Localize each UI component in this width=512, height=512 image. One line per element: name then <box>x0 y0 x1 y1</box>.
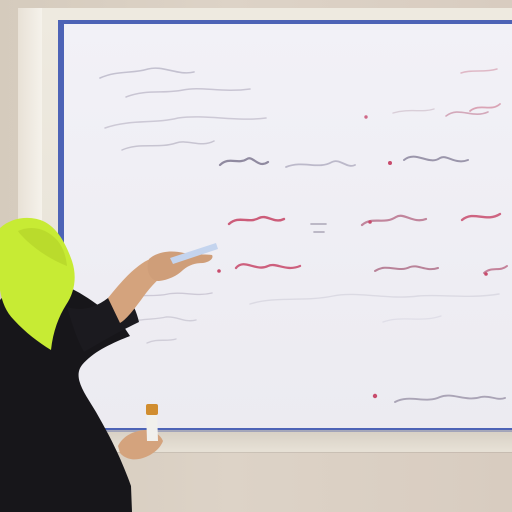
ink-dot <box>364 115 367 118</box>
handwriting-line <box>220 158 268 165</box>
ink-dot <box>373 394 377 398</box>
handwriting-line <box>375 266 438 271</box>
handwriting-line <box>461 69 497 73</box>
handwriting-line <box>484 266 507 273</box>
handwriting-line <box>404 157 468 162</box>
handwriting-line <box>236 264 300 268</box>
handwriting-line <box>126 89 250 97</box>
handwriting-line <box>116 293 212 301</box>
handwriting-line <box>362 216 426 225</box>
handwriting-line <box>229 217 284 224</box>
handwriting-line <box>100 68 194 78</box>
ink-dot <box>388 161 392 165</box>
handwriting-line <box>393 109 434 113</box>
handwriting-line <box>122 141 214 150</box>
handwriting-line <box>383 316 441 322</box>
handwriting-line <box>462 214 500 220</box>
ink-dot <box>217 269 221 273</box>
handwriting-line <box>311 224 326 232</box>
ink-dot <box>368 220 372 224</box>
ink-dot <box>484 272 488 276</box>
handwriting-line <box>128 317 196 323</box>
handwriting-line <box>250 294 499 304</box>
handwriting-line <box>446 112 488 116</box>
handwriting-line <box>470 104 500 111</box>
handwriting-line <box>147 339 176 343</box>
handwriting-line <box>105 117 266 128</box>
handwriting-line <box>395 396 505 402</box>
handwriting-line <box>286 161 355 167</box>
